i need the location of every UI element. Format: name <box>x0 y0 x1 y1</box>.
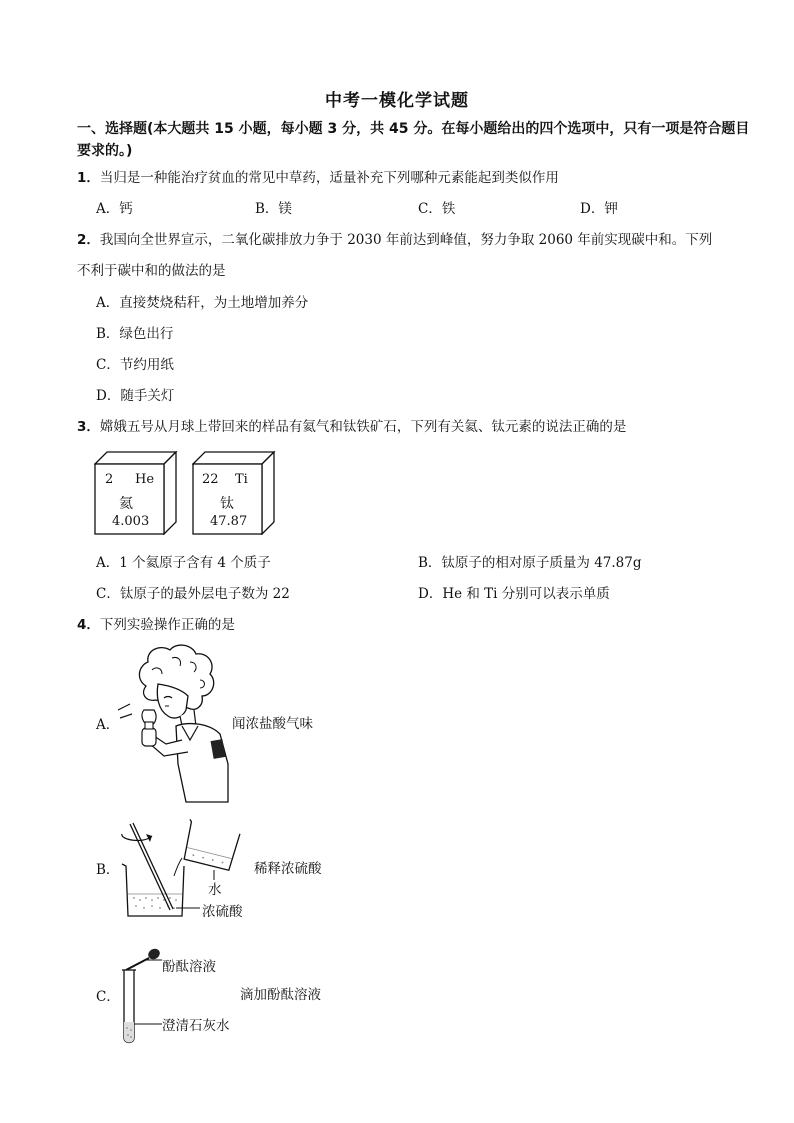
q1-option-c: C．铁 <box>418 201 456 217</box>
q4-option-a-caption: 闻浓盐酸气味 <box>232 716 313 732</box>
test-tube-label: 澄清石灰水 <box>162 1018 230 1034</box>
element-symbol: Ti <box>235 472 248 487</box>
question-stem-line2: 不利于碳中和的做法的是 <box>77 263 226 279</box>
atomic-mass: 4.003 <box>112 514 150 529</box>
element-card-helium <box>94 451 178 535</box>
dropper-label: 酚酞溶液 <box>162 959 216 975</box>
question-2 <box>77 228 712 248</box>
question-stem: 嫦娥五号从月球上带回来的样品有氦气和钛铁矿石，下列有关氦、钛元素的说法正确的是 <box>99 419 627 435</box>
dropper-tube-icon <box>116 940 166 1046</box>
q2-option-c: C．节约用纸 <box>96 357 174 373</box>
q4-option-c-label: C． <box>96 989 120 1005</box>
element-name: 氦 <box>119 496 133 512</box>
person-smelling-icon <box>116 640 236 804</box>
q3-option-d: D．He 和 Ti 分别可以表示单质 <box>418 586 610 602</box>
question-1 <box>77 166 559 186</box>
question-number: 1． <box>77 170 100 186</box>
element-symbol: He <box>135 472 155 487</box>
q4-option-a-label: A． <box>96 717 120 733</box>
element-card-titanium <box>192 451 276 535</box>
q2-option-a: A．直接焚烧秸秆，为土地增加养分 <box>96 295 309 311</box>
q1-option-a: A．钙 <box>96 201 133 217</box>
q4-option-c-caption: 滴加酚酞溶液 <box>240 987 321 1003</box>
question-stem-line1: 我国向全世界宣示，二氧化碳排放力争于 2030 年前达到峰值，努力争取 2060 年前实现碳中和。下列 <box>99 232 713 248</box>
element-name: 钛 <box>220 496 234 512</box>
question-number: 4． <box>77 617 100 633</box>
q2-option-b: B．绿色出行 <box>96 326 174 342</box>
water-label: 水 <box>208 882 222 898</box>
q1-option-b: B．镁 <box>255 201 292 217</box>
page-title: 中考一模化学试题 <box>325 91 469 111</box>
q3-option-a: A．1 个氦原子含有 4 个质子 <box>96 555 271 571</box>
q3-option-b: B．钛原子的相对原子质量为 47.87g <box>418 555 642 571</box>
atomic-number: 22 <box>202 472 219 487</box>
atomic-mass: 47.87 <box>210 514 248 529</box>
question-stem: 当归是一种能治疗贫血的常见中草药，适量补充下列哪种元素能起到类似作用 <box>99 170 559 186</box>
question-number: 3． <box>77 419 100 435</box>
atomic-number: 2 <box>105 472 114 487</box>
q3-option-c: C．钛原子的最外层电子数为 22 <box>96 586 290 602</box>
question-stem: 下列实验操作正确的是 <box>99 617 235 633</box>
dropper-illustration <box>116 940 166 1046</box>
question-4 <box>77 613 235 633</box>
smell-acid-illustration <box>116 640 236 804</box>
q1-option-d: D．钾 <box>580 201 618 217</box>
question-3 <box>77 415 626 435</box>
q2-option-d: D．随手关灯 <box>96 388 175 404</box>
acid-label: 浓硫酸 <box>202 904 243 920</box>
question-number: 2． <box>77 232 100 248</box>
q4-option-b-label: B． <box>96 862 120 878</box>
section-heading: 一、选择题(本大题共 15 小题，每小题 3 分，共 45 分。在每小题给出的四个选项中，只有一项是符合题目要求的。) <box>77 121 750 159</box>
q4-option-b-caption: 稀释浓硫酸 <box>254 861 322 877</box>
